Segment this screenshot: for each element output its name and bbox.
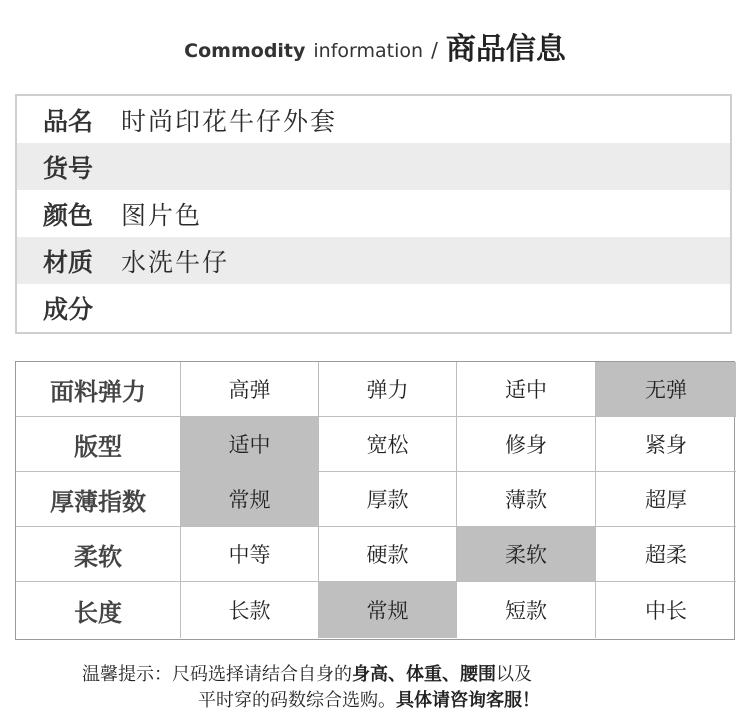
spec-option: 宽松 <box>319 417 457 472</box>
spec-option: 适中 <box>457 362 596 417</box>
spec-row-label: 版型 <box>16 417 181 472</box>
header-title-en: information <box>313 40 424 62</box>
header-title-cn: 商品信息 <box>445 32 566 67</box>
product-info-box <box>15 94 732 334</box>
tip-prefix: 温馨提示： <box>82 664 172 685</box>
spec-option: 长款 <box>181 582 319 638</box>
info-label: 货号 <box>43 153 94 183</box>
info-label: 颜色 <box>43 200 94 230</box>
section-header <box>0 22 750 72</box>
info-row-material <box>17 237 730 284</box>
spec-option: 中长 <box>645 599 687 623</box>
spec-option-selected: 适中 <box>181 417 319 472</box>
spec-option: 厚款 <box>319 472 457 527</box>
spec-option-selected: 常规 <box>181 472 319 527</box>
size-tip <box>82 662 702 714</box>
header-separator: / <box>431 38 438 62</box>
spec-option-selected: 常规 <box>319 582 457 638</box>
spec-row-label: 面料弹力 <box>16 362 181 417</box>
info-row-sku <box>17 143 730 190</box>
spec-option-selected: 柔软 <box>457 527 596 582</box>
tip-text-tail: 以及 <box>496 664 532 685</box>
spec-option: 薄款 <box>457 472 596 527</box>
tip-line-1 <box>82 662 702 688</box>
spec-option: 短款 <box>457 582 596 638</box>
spec-row-label: 厚薄指数 <box>16 472 181 527</box>
spec-table <box>15 361 735 640</box>
spec-option: 硬款 <box>319 527 457 582</box>
info-label: 品名 <box>43 106 94 136</box>
spec-option: 高弹 <box>181 362 319 417</box>
tip-bold-text: 身高、体重、腰围 <box>352 664 496 685</box>
spec-option: 中等 <box>181 527 319 582</box>
tip-line-2 <box>82 688 702 714</box>
info-row-color <box>17 190 730 237</box>
info-row-composition <box>17 284 730 331</box>
info-label: 成分 <box>43 294 94 324</box>
info-value: 图片色 <box>121 200 203 230</box>
spec-option: 超厚 <box>596 472 736 527</box>
spec-option: 修身 <box>457 417 596 472</box>
info-row-name <box>17 96 730 143</box>
spec-option: 弹力 <box>319 362 457 417</box>
spec-option: 超柔 <box>596 527 736 582</box>
tip-bold-text: 具体请咨询客服！ <box>396 690 540 711</box>
spec-row-label: 柔软 <box>16 527 181 582</box>
tip-text: 尺码选择请结合自身的 <box>172 664 352 685</box>
header-title-en-bold: Commodity <box>184 40 306 62</box>
spec-option-selected: 无弹 <box>596 362 736 417</box>
tip-text: 平时穿的码数综合选购。 <box>198 690 396 711</box>
spec-option: 紧身 <box>596 417 736 472</box>
spec-row-label: 长度 <box>16 582 181 638</box>
info-label: 材质 <box>43 247 94 277</box>
info-value: 时尚印花牛仔外套 <box>121 106 338 136</box>
info-value: 水洗牛仔 <box>121 247 230 277</box>
